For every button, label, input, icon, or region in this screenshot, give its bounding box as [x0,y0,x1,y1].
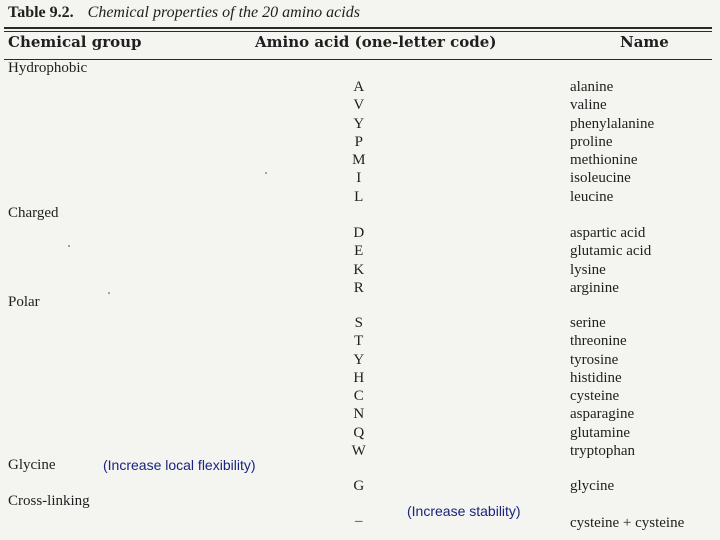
group-label-cross-linking: Cross-linking [8,493,90,509]
code-cell: M [352,152,366,169]
name-cell: proline [570,133,613,150]
code-cell: L [354,188,364,205]
name-cell: serine [570,315,606,331]
group-label-hydrophobic: Hydrophobic [8,60,88,76]
code-cell: – [355,513,363,529]
code-cell: K [353,261,365,278]
codes-cross-linking [350,512,368,530]
code-cell: H [353,369,365,386]
table-caption [8,4,360,22]
codes-polar [350,314,368,460]
name-cell: histidine [570,369,622,386]
code-cell: N [353,406,365,423]
codes-glycine [350,477,368,495]
name-cell: methionine [570,152,638,169]
name-cell: isoleucine [570,170,631,187]
scan-speck [68,245,70,247]
name-cell: glycine [570,478,615,494]
code-cell: E [354,243,364,260]
name-cell: valine [570,97,607,114]
names-glycine [570,477,614,495]
code-cell: T [354,333,364,350]
header-rule [4,59,712,60]
name-cell: tryptophan [570,443,635,460]
code-cell: D [353,225,365,241]
group-label-charged: Charged [8,205,59,221]
names-cross-linking [570,514,684,532]
code-cell: R [353,279,365,296]
names-charged [570,224,651,297]
caption-rule-thin [4,31,712,32]
name-cell: glutamic acid [570,243,652,260]
crosslink-annotation: (Increase stability) [407,503,521,519]
name-cell: leucine [570,188,614,205]
names-polar [570,314,635,460]
name-cell: phenylalanine [570,115,655,132]
caption-title: Chemical properties of the 20 amino acids [87,4,360,21]
scan-speck [108,292,110,294]
codes-charged [350,224,368,297]
name-cell: glutamine [570,424,630,441]
caption-rule-thick [4,27,712,29]
name-cell: asparagine [570,406,635,423]
code-cell: P [354,133,364,150]
name-cell: threonine [570,333,627,350]
scan-speck [265,172,267,174]
code-cell: W [351,443,367,460]
names-hydrophobic [570,78,654,206]
code-cell: S [354,315,364,331]
code-cell: V [353,97,365,114]
name-cell: cysteine [570,388,620,405]
name-cell: aspartic acid [570,225,646,241]
group-label-polar: Polar [8,294,40,310]
caption-number: Table 9.2. [8,4,74,21]
code-cell: G [353,478,365,494]
header-chemical-group: Chemical group [8,33,142,51]
code-cell: Y [353,351,365,368]
code-cell: C [353,388,365,405]
name-cell: cysteine + cysteine [570,515,685,531]
code-cell: Q [353,424,365,441]
name-cell: lysine [570,261,606,278]
name-cell: alanine [570,79,614,95]
glycine-annotation: (Increase local flexibility) [103,457,256,473]
group-label-glycine: Glycine [8,457,56,473]
name-cell: tyrosine [570,351,619,368]
codes-hydrophobic [350,78,368,206]
header-amino-acid-code: Amino acid (one-letter code) [255,33,497,51]
name-cell: arginine [570,279,619,296]
code-cell: I [356,170,362,187]
code-cell: A [353,79,365,95]
code-cell: Y [353,115,365,132]
header-name: Name [620,33,669,51]
